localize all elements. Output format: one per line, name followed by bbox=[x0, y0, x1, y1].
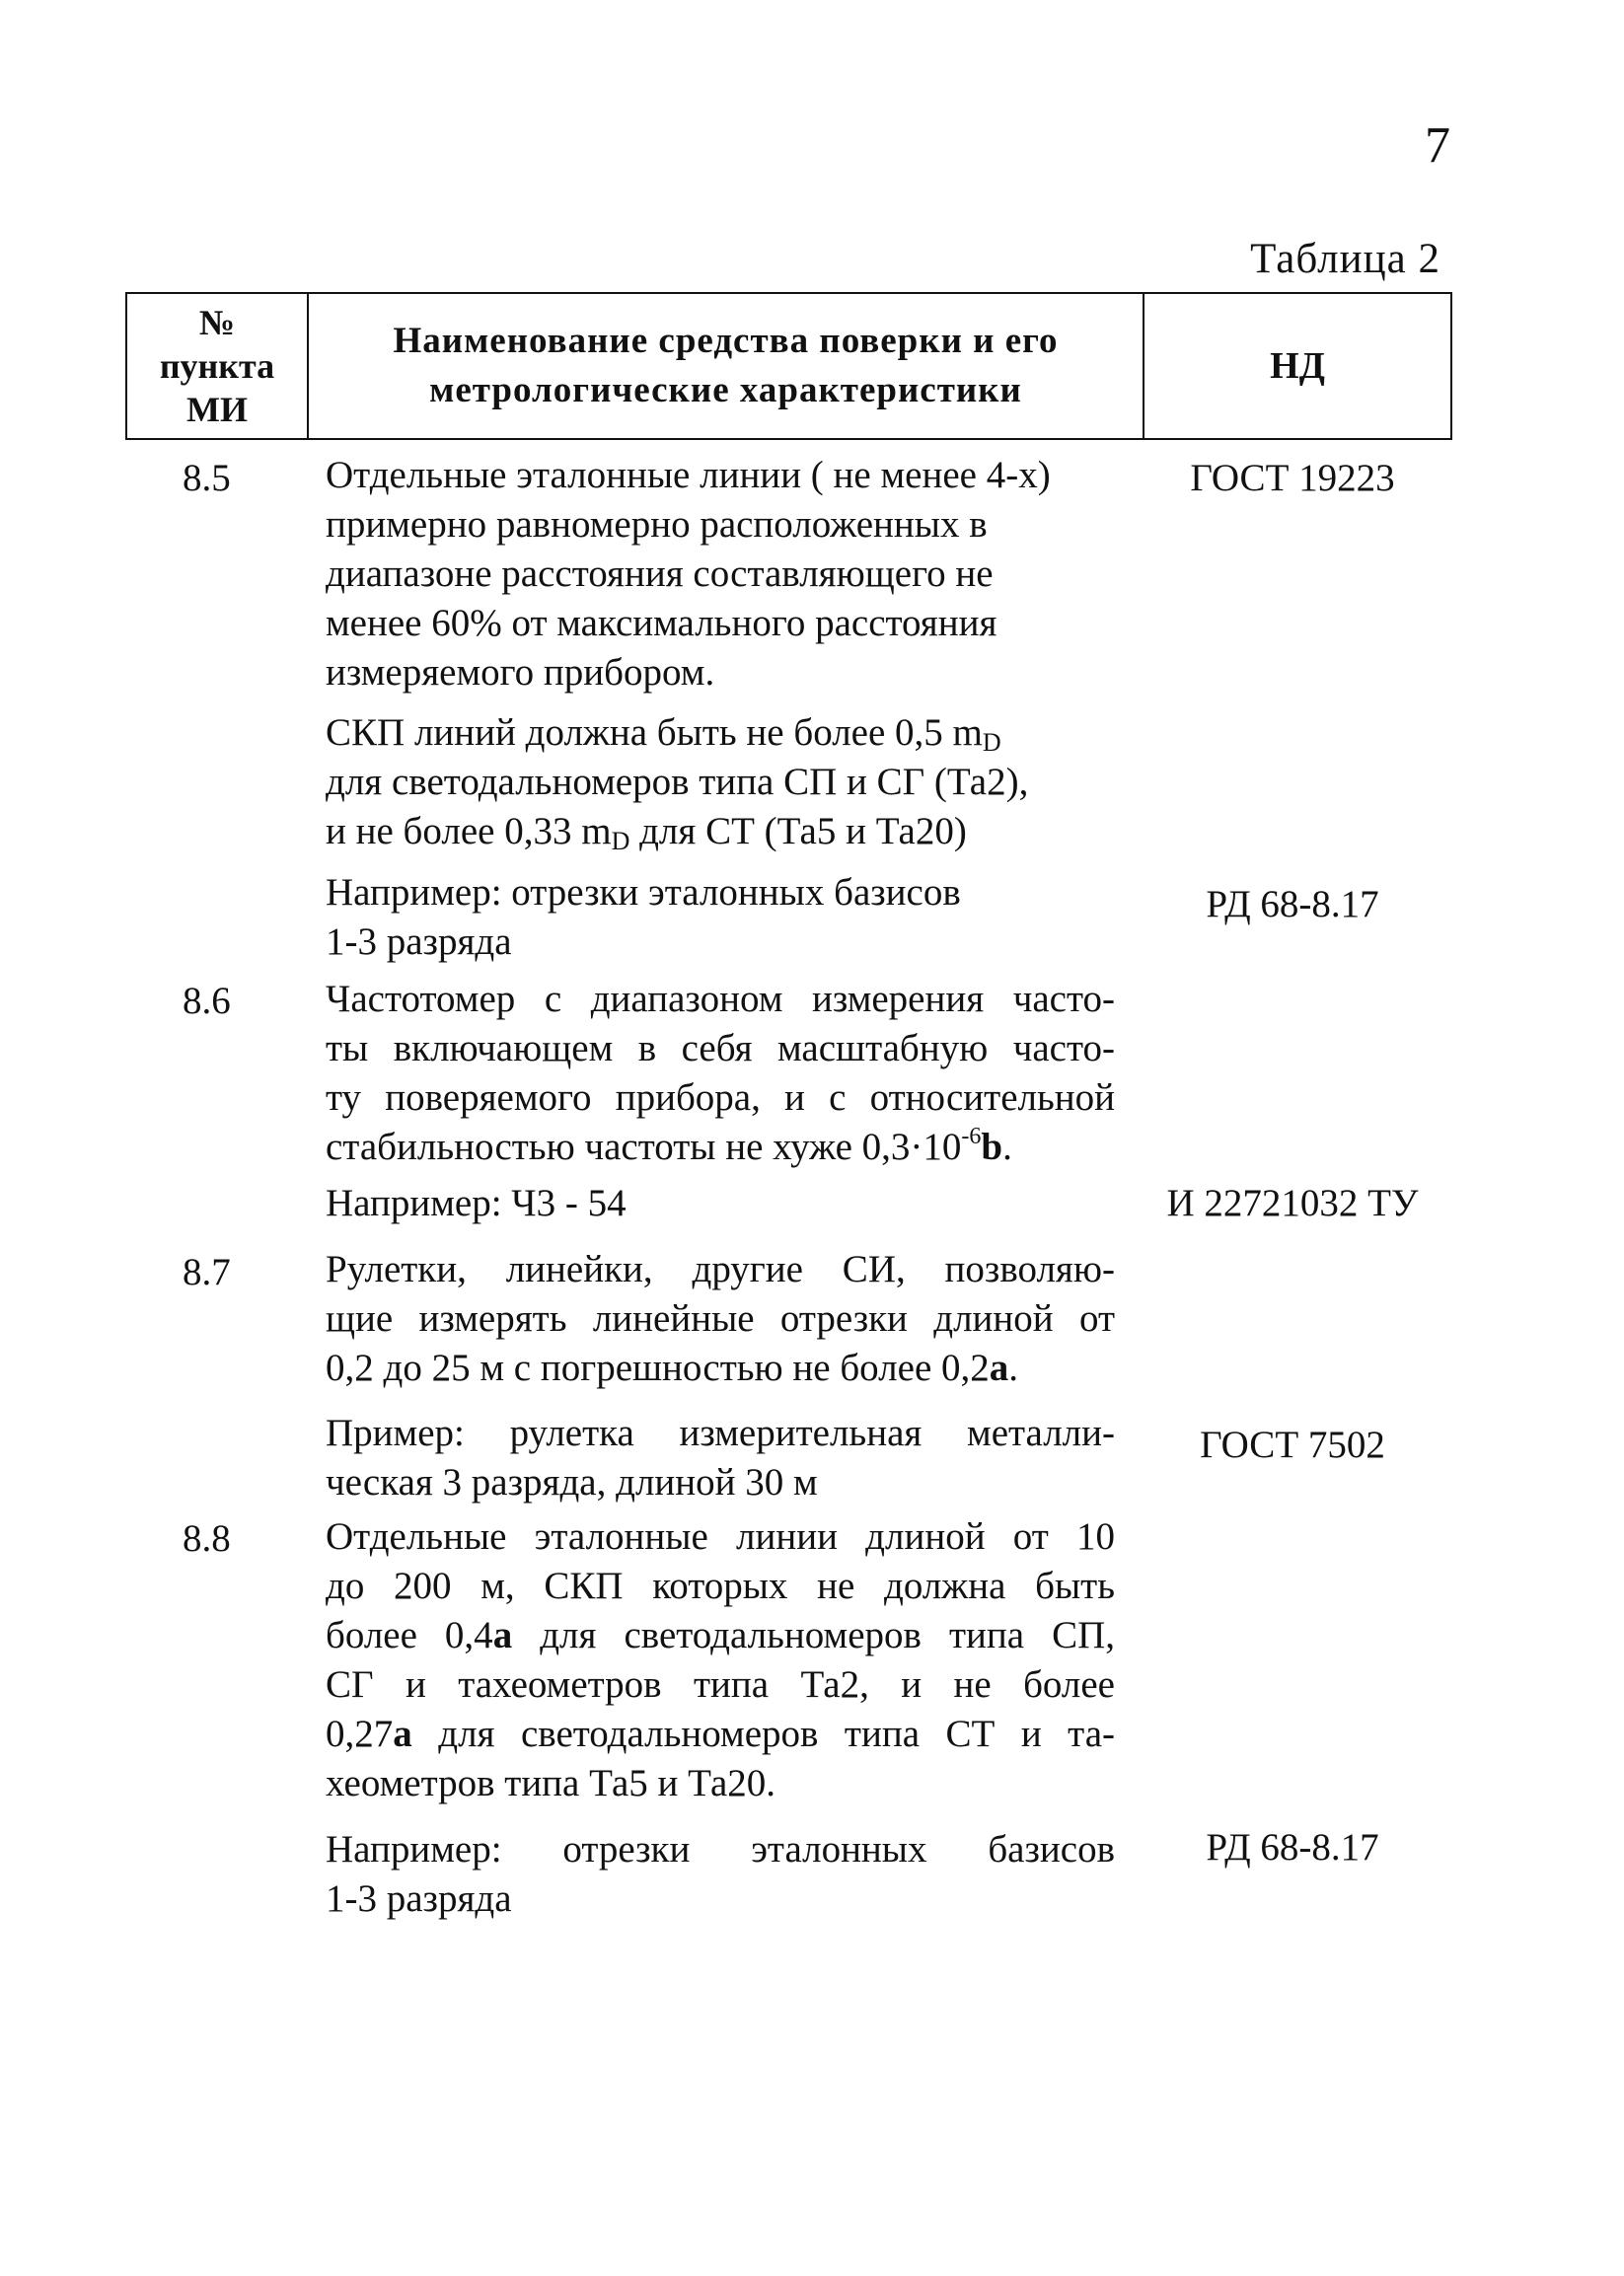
text-fragment: для светодальномеров типа СП, bbox=[512, 1614, 1115, 1656]
text-fragment: . bbox=[1002, 1126, 1012, 1168]
header-nd: НД bbox=[1270, 345, 1325, 387]
text-line: до 200 м, СКП которых не должна быть bbox=[326, 1565, 1115, 1607]
bold-symbol: b bbox=[981, 1126, 1003, 1168]
row-nd: РД 68-8.17 bbox=[1206, 883, 1379, 925]
row-description bbox=[326, 451, 1115, 697]
text-line bbox=[326, 708, 1115, 758]
text-line bbox=[326, 807, 1115, 856]
text-line bbox=[326, 1344, 1115, 1393]
text-fragment: 0,2 до 25 м с погрешностью не более 0,2 bbox=[326, 1347, 990, 1389]
text-line bbox=[326, 1611, 1115, 1660]
text-line: Например: Ч3 - 54 bbox=[326, 1182, 627, 1224]
bold-symbol: а bbox=[989, 1347, 1009, 1389]
row-description bbox=[326, 1245, 1115, 1393]
row-number: 8.7 bbox=[183, 1251, 231, 1293]
row-description bbox=[326, 975, 1115, 1172]
header-item-number bbox=[127, 294, 309, 438]
text-line: ческая 3 разряда, длиной 30 м bbox=[326, 1461, 818, 1504]
text-line: диапазоне расстояния составляющего не bbox=[326, 552, 994, 595]
row-description bbox=[326, 708, 1115, 856]
header-name-line: метрологические характеристики bbox=[429, 370, 1022, 410]
table-header bbox=[125, 292, 1452, 440]
text-fragment: для светодальномеров типа СТ и та- bbox=[411, 1713, 1115, 1755]
text-line: менее 60% от максимального расстояния bbox=[326, 602, 997, 644]
text-line: Частотомер с диапазоном измерения часто- bbox=[326, 978, 1115, 1020]
header-name-line: Наименование средства поверки и его bbox=[393, 321, 1059, 361]
row-number: 8.5 bbox=[183, 457, 231, 499]
row-description bbox=[326, 1825, 1115, 1924]
text-line: ты включающем в себя масштабную часто- bbox=[326, 1027, 1115, 1069]
text-line: 1-3 разряда bbox=[326, 920, 512, 963]
text-line: СГ и тахеометров типа Та2, и не более bbox=[326, 1663, 1115, 1706]
row-description bbox=[326, 1179, 1115, 1228]
header-num-line: № bbox=[198, 303, 236, 342]
text-line: Например: отрезки эталонных базисов bbox=[326, 871, 961, 914]
text-line: Отдельные эталонные линии ( не менее 4-х) bbox=[326, 454, 1051, 496]
header-num-line: МИ bbox=[186, 390, 248, 429]
row-description bbox=[326, 868, 1115, 967]
text-fragment: более 0,4 bbox=[326, 1614, 493, 1656]
text-line: щие измерять линейные отрезки длиной от bbox=[326, 1297, 1115, 1340]
bold-symbol: а bbox=[492, 1614, 513, 1656]
subscript: D bbox=[982, 728, 1001, 757]
text-fragment: СКП линий должна быть не более 0,5 m bbox=[326, 711, 983, 754]
text-line: Пример: рулетка измерительная металли- bbox=[326, 1412, 1115, 1454]
page-number: 7 bbox=[1425, 117, 1450, 174]
row-nd: ГОСТ 7502 bbox=[1200, 1424, 1385, 1466]
row-nd: ГОСТ 19223 bbox=[1190, 457, 1395, 499]
subscript: D bbox=[611, 827, 630, 855]
text-line: хеометров типа Та5 и Та20. bbox=[326, 1762, 776, 1804]
row-nd: И 22721032 ТУ bbox=[1166, 1182, 1419, 1224]
row-number: 8.6 bbox=[183, 980, 231, 1022]
text-fragment: и не более 0,33 m bbox=[326, 810, 612, 852]
row-description bbox=[326, 1512, 1115, 1808]
text-line bbox=[326, 1123, 1115, 1172]
text-line: Отдельные эталонные линии длиной от 10 bbox=[326, 1515, 1115, 1558]
text-fragment: стабильностью частоты не хуже 0,3·10 bbox=[326, 1126, 962, 1168]
row-nd: РД 68-8.17 bbox=[1206, 1826, 1379, 1869]
text-line: 1-3 разряда bbox=[326, 1877, 512, 1920]
row-number: 8.8 bbox=[183, 1517, 231, 1560]
text-line: ту поверяемого прибора, и с относительной bbox=[326, 1076, 1115, 1119]
text-fragment: 0,27 bbox=[326, 1713, 394, 1755]
text-line: примерно равномерно расположенных в bbox=[326, 503, 988, 546]
text-line: для светодальномеров типа СП и СГ (Та2), bbox=[326, 761, 1029, 803]
superscript: -6 bbox=[961, 1124, 982, 1149]
header-num-line: пункта bbox=[159, 346, 275, 386]
text-fragment: для СТ (Та5 и Та20) bbox=[629, 810, 967, 852]
text-line: Рулетки, линейки, другие СИ, позволяю- bbox=[326, 1248, 1115, 1290]
bold-symbol: а bbox=[393, 1713, 412, 1755]
text-line: Например: отрезки эталонных базисов bbox=[326, 1828, 1115, 1871]
table-caption: Таблица 2 bbox=[1250, 236, 1440, 282]
row-description bbox=[326, 1409, 1115, 1507]
text-line: измеряемого прибором. bbox=[326, 651, 715, 694]
text-line bbox=[326, 1710, 1115, 1759]
text-fragment: . bbox=[1008, 1347, 1018, 1389]
header-name bbox=[309, 294, 1144, 438]
